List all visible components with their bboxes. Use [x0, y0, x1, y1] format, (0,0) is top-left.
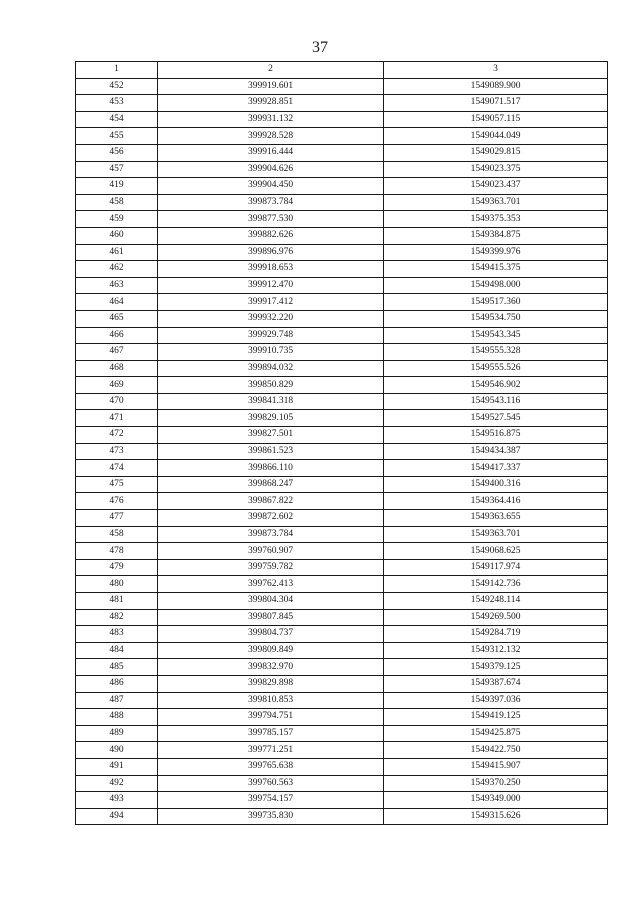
- cell-y-coordinate: 1549415.907: [384, 758, 608, 775]
- cell-point-number: 458: [76, 194, 158, 211]
- cell-y-coordinate: 1549397.036: [384, 692, 608, 709]
- cell-y-coordinate: 1549555.526: [384, 360, 608, 377]
- cell-point-number: 487: [76, 692, 158, 709]
- cell-y-coordinate: 1549375.353: [384, 211, 608, 228]
- cell-y-coordinate: 1549071.517: [384, 95, 608, 112]
- cell-point-number: 456: [76, 144, 158, 161]
- cell-point-number: 479: [76, 559, 158, 576]
- table-row: [76, 476, 608, 493]
- table-row: [76, 626, 608, 643]
- cell-x-coordinate: 399882.626: [158, 227, 384, 244]
- cell-point-number: 473: [76, 443, 158, 460]
- cell-y-coordinate: 1549422.750: [384, 742, 608, 759]
- table-row: [76, 559, 608, 576]
- table-row: [76, 410, 608, 427]
- cell-y-coordinate: 1549379.125: [384, 659, 608, 676]
- cell-x-coordinate: 399866.110: [158, 460, 384, 477]
- table-row: [76, 144, 608, 161]
- cell-x-coordinate: 399929.748: [158, 327, 384, 344]
- cell-point-number: 488: [76, 709, 158, 726]
- cell-y-coordinate: 1549023.437: [384, 178, 608, 195]
- table-row: [76, 510, 608, 527]
- table-row: [76, 310, 608, 327]
- cell-y-coordinate: 1549089.900: [384, 78, 608, 95]
- cell-x-coordinate: 399759.782: [158, 559, 384, 576]
- cell-x-coordinate: 399917.412: [158, 294, 384, 311]
- table-row: [76, 294, 608, 311]
- table-row: [76, 327, 608, 344]
- cell-point-number: 486: [76, 675, 158, 692]
- cell-point-number: 455: [76, 128, 158, 145]
- cell-x-coordinate: 399829.105: [158, 410, 384, 427]
- table-row: [76, 194, 608, 211]
- cell-x-coordinate: 399804.737: [158, 626, 384, 643]
- cell-point-number: 471: [76, 410, 158, 427]
- table-row: [76, 277, 608, 294]
- cell-x-coordinate: 399794.751: [158, 709, 384, 726]
- table-row: [76, 427, 608, 444]
- cell-y-coordinate: 1549363.701: [384, 526, 608, 543]
- cell-x-coordinate: 399912.470: [158, 277, 384, 294]
- cell-x-coordinate: 399873.784: [158, 194, 384, 211]
- cell-y-coordinate: 1549142.736: [384, 576, 608, 593]
- cell-x-coordinate: 399873.784: [158, 526, 384, 543]
- table-row: [76, 659, 608, 676]
- cell-x-coordinate: 399932.220: [158, 310, 384, 327]
- table-row: [76, 642, 608, 659]
- cell-y-coordinate: 1549498.000: [384, 277, 608, 294]
- column-header-y: 3: [384, 62, 608, 79]
- cell-x-coordinate: 399918.653: [158, 261, 384, 278]
- page-number: 37: [312, 39, 328, 56]
- table-row: [76, 543, 608, 560]
- table-row: [76, 709, 608, 726]
- cell-x-coordinate: 399804.304: [158, 593, 384, 610]
- table-row: [76, 95, 608, 112]
- column-header-point: 1: [76, 62, 158, 79]
- cell-x-coordinate: 399850.829: [158, 377, 384, 394]
- cell-point-number: 458: [76, 526, 158, 543]
- cell-point-number: 482: [76, 609, 158, 626]
- cell-y-coordinate: 1549417.337: [384, 460, 608, 477]
- cell-x-coordinate: 399807.845: [158, 609, 384, 626]
- cell-y-coordinate: 1549384.875: [384, 227, 608, 244]
- cell-y-coordinate: 1549400.316: [384, 476, 608, 493]
- cell-y-coordinate: 1549269.500: [384, 609, 608, 626]
- cell-y-coordinate: 1549543.116: [384, 393, 608, 410]
- cell-y-coordinate: 1549543.345: [384, 327, 608, 344]
- table-row: [76, 211, 608, 228]
- cell-x-coordinate: 399928.851: [158, 95, 384, 112]
- cell-x-coordinate: 399931.132: [158, 111, 384, 128]
- table-row: [76, 393, 608, 410]
- cell-x-coordinate: 399760.563: [158, 775, 384, 792]
- cell-y-coordinate: 1549349.000: [384, 792, 608, 809]
- cell-y-coordinate: 1549370.250: [384, 775, 608, 792]
- table-row: [76, 261, 608, 278]
- cell-point-number: 489: [76, 725, 158, 742]
- cell-point-number: 493: [76, 792, 158, 809]
- cell-y-coordinate: 1549363.701: [384, 194, 608, 211]
- table-row: [76, 227, 608, 244]
- table-row: [76, 742, 608, 759]
- table-row: [76, 128, 608, 145]
- cell-x-coordinate: 399829.898: [158, 675, 384, 692]
- table-row: [76, 377, 608, 394]
- cell-y-coordinate: 1549517.360: [384, 294, 608, 311]
- cell-x-coordinate: 399735.830: [158, 808, 384, 825]
- table-row: [76, 360, 608, 377]
- cell-y-coordinate: 1549284.719: [384, 626, 608, 643]
- cell-point-number: 477: [76, 510, 158, 527]
- cell-point-number: 469: [76, 377, 158, 394]
- table-row: [76, 609, 608, 626]
- table-row: [76, 460, 608, 477]
- cell-y-coordinate: 1549068.625: [384, 543, 608, 560]
- cell-y-coordinate: 1549315.626: [384, 808, 608, 825]
- cell-x-coordinate: 399868.247: [158, 476, 384, 493]
- table-row: [76, 493, 608, 510]
- cell-point-number: 470: [76, 393, 158, 410]
- cell-point-number: 484: [76, 642, 158, 659]
- cell-y-coordinate: 1549029.815: [384, 144, 608, 161]
- cell-x-coordinate: 399877.530: [158, 211, 384, 228]
- cell-x-coordinate: 399861.523: [158, 443, 384, 460]
- cell-x-coordinate: 399928.528: [158, 128, 384, 145]
- cell-x-coordinate: 399904.450: [158, 178, 384, 195]
- cell-x-coordinate: 399919.601: [158, 78, 384, 95]
- table-row: [76, 344, 608, 361]
- cell-x-coordinate: 399904.626: [158, 161, 384, 178]
- cell-point-number: 494: [76, 808, 158, 825]
- cell-y-coordinate: 1549527.545: [384, 410, 608, 427]
- cell-point-number: 457: [76, 161, 158, 178]
- cell-x-coordinate: 399785.157: [158, 725, 384, 742]
- cell-x-coordinate: 399916.444: [158, 144, 384, 161]
- table-row: [76, 692, 608, 709]
- cell-point-number: 472: [76, 427, 158, 444]
- column-header-x: 2: [158, 62, 384, 79]
- cell-y-coordinate: 1549248.114: [384, 593, 608, 610]
- cell-point-number: 460: [76, 227, 158, 244]
- cell-point-number: 485: [76, 659, 158, 676]
- cell-x-coordinate: 399765.638: [158, 758, 384, 775]
- cell-y-coordinate: 1549363.655: [384, 510, 608, 527]
- cell-point-number: 465: [76, 310, 158, 327]
- cell-point-number: 476: [76, 493, 158, 510]
- cell-point-number: 453: [76, 95, 158, 112]
- table-row: [76, 675, 608, 692]
- cell-point-number: 461: [76, 244, 158, 261]
- cell-x-coordinate: 399841.318: [158, 393, 384, 410]
- cell-point-number: 462: [76, 261, 158, 278]
- cell-y-coordinate: 1549312.132: [384, 642, 608, 659]
- cell-y-coordinate: 1549057.115: [384, 111, 608, 128]
- cell-x-coordinate: 399809.849: [158, 642, 384, 659]
- table-row: [76, 725, 608, 742]
- cell-x-coordinate: 399910.735: [158, 344, 384, 361]
- cell-x-coordinate: 399810.853: [158, 692, 384, 709]
- table-row: [76, 161, 608, 178]
- cell-y-coordinate: 1549387.674: [384, 675, 608, 692]
- cell-point-number: 492: [76, 775, 158, 792]
- table-row: [76, 111, 608, 128]
- cell-x-coordinate: 399754.157: [158, 792, 384, 809]
- table-row: [76, 593, 608, 610]
- cell-y-coordinate: 1549419.125: [384, 709, 608, 726]
- cell-point-number: 454: [76, 111, 158, 128]
- cell-x-coordinate: 399867.822: [158, 493, 384, 510]
- table-row: [76, 178, 608, 195]
- cell-y-coordinate: 1549117.974: [384, 559, 608, 576]
- cell-point-number: 452: [76, 78, 158, 95]
- table-row: [76, 526, 608, 543]
- cell-y-coordinate: 1549023.375: [384, 161, 608, 178]
- cell-y-coordinate: 1549434.387: [384, 443, 608, 460]
- table-row: [76, 792, 608, 809]
- cell-point-number: 466: [76, 327, 158, 344]
- table-row: [76, 443, 608, 460]
- table-row: [76, 576, 608, 593]
- table-body: [76, 78, 608, 825]
- table-row: [76, 775, 608, 792]
- cell-x-coordinate: 399894.032: [158, 360, 384, 377]
- cell-point-number: 474: [76, 460, 158, 477]
- cell-y-coordinate: 1549399.976: [384, 244, 608, 261]
- cell-point-number: 459: [76, 211, 158, 228]
- cell-point-number: 483: [76, 626, 158, 643]
- cell-point-number: 480: [76, 576, 158, 593]
- cell-y-coordinate: 1549546.902: [384, 377, 608, 394]
- cell-x-coordinate: 399771.251: [158, 742, 384, 759]
- cell-x-coordinate: 399827.501: [158, 427, 384, 444]
- cell-x-coordinate: 399832.970: [158, 659, 384, 676]
- cell-y-coordinate: 1549364.416: [384, 493, 608, 510]
- cell-x-coordinate: 399762.413: [158, 576, 384, 593]
- cell-point-number: 481: [76, 593, 158, 610]
- cell-point-number: 475: [76, 476, 158, 493]
- cell-y-coordinate: 1549425.875: [384, 725, 608, 742]
- table-row: [76, 808, 608, 825]
- table-row: [76, 758, 608, 775]
- header-row: [76, 62, 608, 79]
- coordinates-table: [75, 61, 608, 825]
- cell-point-number: 478: [76, 543, 158, 560]
- cell-point-number: 464: [76, 294, 158, 311]
- cell-y-coordinate: 1549534.750: [384, 310, 608, 327]
- cell-y-coordinate: 1549516.875: [384, 427, 608, 444]
- cell-point-number: 490: [76, 742, 158, 759]
- cell-x-coordinate: 399760.907: [158, 543, 384, 560]
- cell-y-coordinate: 1549555.328: [384, 344, 608, 361]
- cell-x-coordinate: 399896.976: [158, 244, 384, 261]
- table-row: [76, 78, 608, 95]
- cell-point-number: 467: [76, 344, 158, 361]
- cell-y-coordinate: 1549044.049: [384, 128, 608, 145]
- cell-point-number: 419: [76, 178, 158, 195]
- cell-point-number: 463: [76, 277, 158, 294]
- cell-point-number: 468: [76, 360, 158, 377]
- table-row: [76, 244, 608, 261]
- cell-y-coordinate: 1549415.375: [384, 261, 608, 278]
- cell-x-coordinate: 399872.602: [158, 510, 384, 527]
- cell-point-number: 491: [76, 758, 158, 775]
